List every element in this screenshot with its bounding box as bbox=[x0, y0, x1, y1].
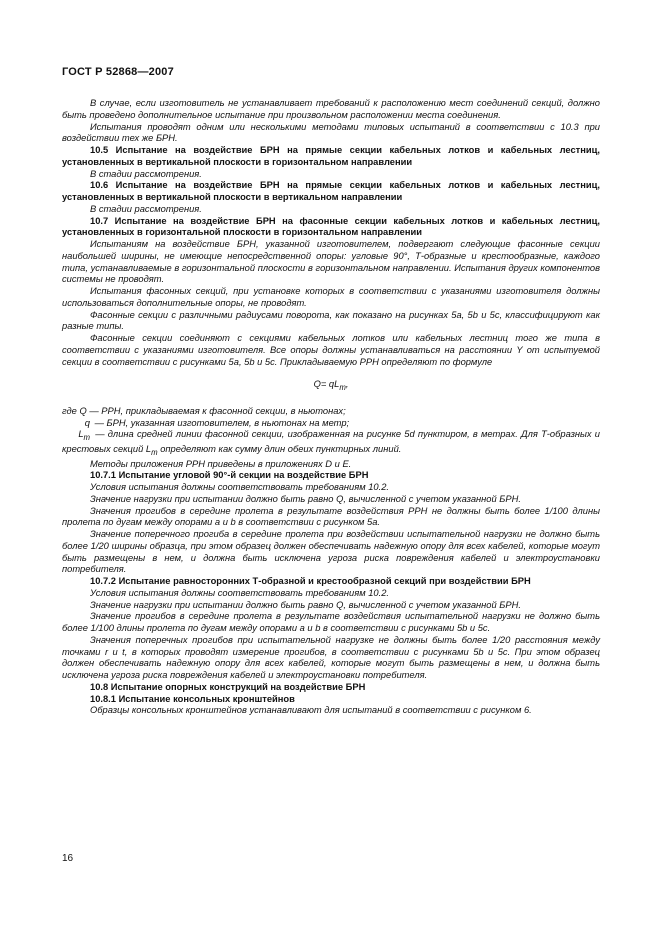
def-text: — БРН, указанная изготовителем, в ньютонах на метр; bbox=[94, 417, 350, 428]
paragraph: В стадии рассмотрения. bbox=[90, 203, 202, 214]
def-text: — длина средней линии фасонной секции, изображенная на рисунке 5d пунктиром, в метрах. Для Т-образных и крестовых секций bbox=[62, 429, 600, 454]
paragraph: Испытания проводят одним или несколькими методами типовых испытаний в соответствии с 10.3 при воздействии тех же БРН. bbox=[62, 121, 600, 144]
definition-q bbox=[62, 418, 600, 430]
section-heading: 10.8 Испытание опорных конструкций на воздействие БРН bbox=[90, 681, 366, 692]
section-heading: 10.6 Испытание на воздействие БРН на прямые секции кабельных лотков и кабельных лестниц, установленных в вертикальной плоскости в вертикальном направлении bbox=[62, 180, 600, 202]
paragraph: Методы приложения РРН приведены в приложениях D и E. bbox=[90, 458, 352, 469]
def-symbol: q bbox=[84, 417, 90, 428]
formula-sub: m bbox=[339, 383, 346, 393]
section-heading: 10.8.1 Испытание консольных кронштейнов bbox=[90, 693, 295, 704]
formula-L: L bbox=[334, 379, 340, 390]
def-text-2: определяют как сумму длин обеих пунктирных линий. bbox=[160, 443, 402, 454]
page-number: 16 bbox=[62, 853, 74, 864]
formula-q: q bbox=[328, 379, 335, 390]
paragraph-block-2 bbox=[62, 459, 600, 718]
definition-lm bbox=[62, 429, 600, 458]
def-symbol: где Q bbox=[62, 405, 87, 416]
paragraph: Фасонные секции с различными радиусами поворота, как показано на рисунках 5a, 5b и 5c, классифицируют как разные типы. bbox=[62, 309, 600, 332]
paragraph: Испытания фасонных секций, при установке которых в соответствии с указаниями изготовителя должны использоваться дополнительные опоры, не проводят. bbox=[62, 286, 600, 308]
formula-equals: = bbox=[320, 379, 327, 390]
paragraph: Значения прогибов в середине пролета в результате воздействия РРН не должны быть более 1/100 длины пролета по дугам между опорами a и b в соответствии с рисунком 5a. bbox=[62, 505, 600, 528]
formula-lhs: Q bbox=[313, 379, 321, 390]
paragraph: Значение нагрузки при испытании должно быть равно Q, вычисленной с учетом указанной БРН. bbox=[90, 493, 521, 504]
definition-q-total bbox=[62, 406, 600, 418]
paragraph: Значение нагрузки при испытании должно быть равно Q, вычисленной с учетом указанной БРН. bbox=[90, 599, 521, 610]
def-symbol-2: $L_m$ bbox=[145, 443, 158, 457]
paragraph: Значение прогибов в середине пролета в результате воздействия испытательной нагрузки не должно быть более 1/100 длины пролета по дугам между опорами a и b в соответствии с рисунками 5b и 5c. bbox=[62, 611, 600, 634]
formula bbox=[62, 379, 600, 394]
section-heading: 10.5 Испытание на воздействие БРН на прямые секции кабельных лотков и кабельных лестниц, установленных в вертикальной плоскости в горизонтальном направлении bbox=[62, 145, 600, 167]
paragraph: Фасонные секции соединяют с секциями кабельных лотков или кабельных лестниц того же типа в соответствии с указаниями изготовителя. Все опоры должны устанавливаться на расстоянии Y от испытуемой секции в соответствии с рисунками 5a, 5b и 5c. Прикладываемую РРН определяют по формуле bbox=[62, 333, 600, 367]
paragraph: Условия испытания должны соответствовать требованиям 10.2. bbox=[90, 587, 389, 598]
paragraph: Образцы консольных кронштейнов устанавливают для испытаний в соответствии с рисунком 6. bbox=[90, 705, 532, 716]
document-header: ГОСТ Р 52868—2007 bbox=[62, 66, 174, 78]
paragraph-block-1 bbox=[62, 98, 600, 368]
page-body bbox=[62, 98, 600, 717]
section-heading: 10.7.1 Испытание угловой 90°-й секции на воздействие БРН bbox=[90, 470, 369, 481]
paragraph: Значения поперечных прогибов при испытательной нагрузке не должны быть более 1/20 расстояния между точками r и t, в которых проводят измерение прогибов, в соответствии с рисунками 5b и 5c. При этом образец должен обеспечивать надежную опору для всех кабелей, которые могут быть размещены в нем, и должна быть исключена угроза риска повреждения кабелей и электроустановки потребителя. bbox=[62, 634, 600, 681]
section-heading: 10.7 Испытание на воздействие БРН на фасонные секции кабельных лотков и кабельных лестниц, установленных в горизонтальной плоскости в горизонтальном направлении bbox=[62, 215, 600, 238]
def-symbol: $L_m$ bbox=[78, 429, 90, 443]
paragraph: В стадии рассмотрения. bbox=[90, 168, 202, 179]
paragraph: Условия испытания должны соответствовать требованиям 10.2. bbox=[90, 482, 389, 493]
paragraph: Значение поперечного прогиба в середине пролета при воздействии испытательной нагрузки не должно быть более 1/20 ширины образца, при этом образец должен обеспечивать надежную опору для всех кабелей, которые могут быть размещены в нем, и должна быть исключена угроза риска повреждения кабелей и электроустановки потребителя. bbox=[62, 529, 600, 575]
formula-tail: , bbox=[345, 379, 349, 390]
paragraph: В случае, если изготовитель не устанавливает требований к расположению мест соединений секций, должно быть проведено дополнительное испытание при произвольном расположении места соединения. bbox=[62, 98, 600, 120]
paragraph: Испытаниям на воздействие БРН, указанной изготовителем, подвергают следующие фасонные секции наибольшей ширины, не имеющие непосредственной опоры: угловые 90°, Т-образные и крестообразные, каждого типа, устанавливаемые в горизонтальной плоскости в горизонтальном направлении. Испытания других компонентов системы не проводят. bbox=[62, 239, 600, 285]
def-text: — РРН, прикладываемая к фасонной секции, в ньютонах; bbox=[89, 405, 346, 416]
section-heading: 10.7.2 Испытание равносторонних Т-образной и крестообразной секций при воздействии БРН bbox=[90, 576, 531, 587]
